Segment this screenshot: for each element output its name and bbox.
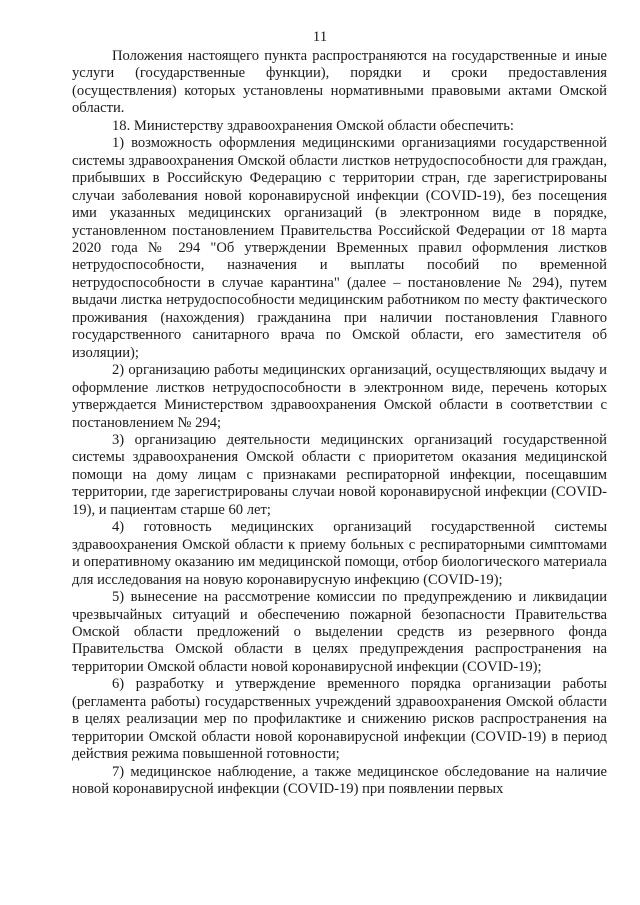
paragraph-subitem-5: 5) вынесение на рассмотрение комиссии по предупреждению и ликвидации чрезвычайных ситуаций и обеспечению пожарной безопасности Правительства Омской области предложений о выделении средств из резервного фонда Правительства Омской области в целях предупреждения распространения на территории Омской области новой коронавирусной инфекции (COVID-19); (72, 589, 607, 675)
paragraph-subitem-4: 4) готовность медицинских организаций государственной системы здравоохранения Омской области к приему больных с респираторными симптомами и оперативному оказанию им медицинской помощи, отбор биологического материала для исследования на новую коронавирусную инфекцию (COVID-19); (72, 519, 607, 588)
paragraph-subitem-2: 2) организацию работы медицинских организаций, осуществляющих выдачу и оформление листков нетрудоспособности в электронном виде, перечень которых утверждается Министерством здравоохранения Омской области в соответствии с постановлением № 294; (72, 362, 607, 431)
paragraph-item-18-heading: 18. Министерству здравоохранения Омской области обеспечить: (112, 117, 514, 134)
paragraph-scope-note: Положения настоящего пункта распространяются на государственные и иные услуги (государственные функции), порядки и сроки предоставления (осуществления) которых установлены нормативными правовыми актами Омской области. (72, 48, 607, 117)
paragraph-subitem-3: 3) организацию деятельности медицинских организаций государственной системы здравоохранения Омской области с приоритетом оказания медицинской помощи на дому лицам с признаками респираторной инфекции, посещавшим территории, где зарегистрированы случаи новой коронавирусной инфекции (COVID-19), и пациентам старше 60 лет; (72, 431, 607, 518)
page-number: 11 (312, 29, 328, 45)
paragraph-subitem-6: 6) разработку и утверждение временного порядка организации работы (регламента работы) государственных учреждений здравоохранения Омской области в целях реализации мер по профилактике и снижению рисков распространения на территории Омской области новой коронавирусной инфекции (COVID-19) в период действия режима повышенной готовности; (72, 676, 607, 763)
document-body (72, 48, 607, 798)
paragraph-subitem-1: 1) возможность оформления медицинскими организациями государственной системы здравоохранения Омской области листков нетрудоспособности для граждан, прибывших в Российскую Федерацию с территории стран, где зарегистрированы случаи заболевания новой коронавирусной инфекции (COVID-19), без посещения ими указанных медицинских организаций (в электронном виде в порядке, установленном постановлением Правительства Российской Федерации от 18 марта 2020 года № 294 "Об утверждении Временных правил оформления листков нетрудоспособности, назначения и выплаты пособий по временной нетрудоспособности в случае карантина" (далее – постановление № 294), путем выдачи листка нетрудоспособности медицинским работником по месту фактического проживания (нахождения) гражданина при наличии постановления Главного государственного санитарного врача по Омской области, его заместителя об изоляции); (72, 135, 607, 361)
paragraph-subitem-7: 7) медицинское наблюдение, а также медицинское обследование на наличие новой коронавирусной инфекции (COVID-19) при появлении первых (72, 763, 607, 798)
